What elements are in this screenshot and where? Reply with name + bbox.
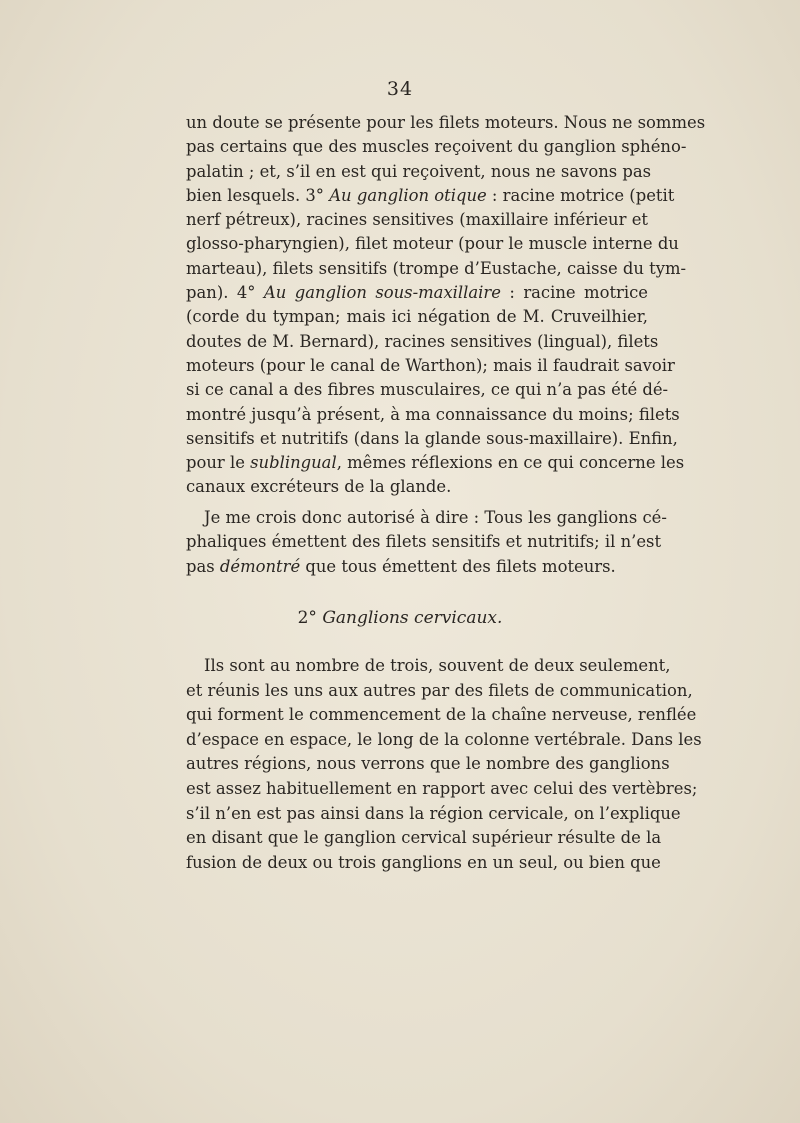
text-line: pas certains que des muscles reçoivent du ganglion sphéno- [186,137,687,157]
section-heading [0,608,800,628]
text-line: d’espace en espace, le long de la colonne vertébrale. Dans les [186,729,702,749]
text-run: bien lesquels. 3° [186,185,330,205]
text-line [186,281,648,305]
text-run: , mêmes réflexions en ce qui concerne les [336,453,685,473]
text-run: : racine motrice (petit [486,185,675,205]
text-line: sensitifs et nutritifs (dans la glande sous-maxillaire). Enfin, [186,428,678,448]
text-line: qui forment le commencement de la chaîne nerveuse, renflée [186,705,697,725]
paragraph-1 [186,111,706,500]
paragraph-3 [186,654,702,875]
paragraph-2 [186,506,667,579]
italic-run: démontré [219,556,301,576]
text-line [186,184,675,208]
text-line: s’il n’en est pas ainsi dans la région cervicale, on l’explique [186,803,681,823]
text-line: autres régions, nous verrons que le nombre des ganglions [186,754,670,774]
text-line: en disant que le ganglion cervical supérieur résulte de la [186,828,662,848]
text-line: doutes de M. Bernard), racines sensitives (lingual), filets [186,331,659,351]
italic-run: Au ganglion otique [329,185,487,205]
text-line: montré jusqu’à présent, à ma connaissance du moins; filets [186,404,680,424]
text-line: (corde du tympan; mais ici négation de M. Cruveilhier, [186,307,648,327]
text-run: pour le [186,453,251,473]
text-line: glosso-pharyngien), filet moteur (pour le muscle interne du [186,234,679,254]
page-number: 34 [386,78,414,100]
text-line: moteurs (pour le canal de Warthon); mais il faudrait savoir [186,355,675,375]
text-run: pas [186,556,220,576]
text-line: et réunis les uns aux autres par des filets de communication, [186,680,693,700]
text-line: canaux excréteurs de la glande. [186,477,452,497]
text-run: : racine motrice [500,283,648,303]
text-line: marteau), filets sensitifs (trompe d’Eustache, caisse du tym- [186,258,687,278]
section-number: 2° [297,608,317,628]
text-line [186,555,648,579]
text-line: si ce canal a des fibres musculaires, ce qui n’a pas été dé- [186,380,669,400]
text-run: pan). 4° [186,283,264,303]
section-title: Ganglions cervicaux. [322,608,503,628]
text-line: est assez habituellement en rapport avec celui des vertèbres; [186,778,698,798]
text-run: que tous émettent des filets moteurs. [300,556,616,576]
text-line: Je me crois donc autorisé à dire : Tous les ganglions cé- [204,508,667,527]
italic-run: Au ganglion sous-maxillaire [263,283,501,303]
text-line [186,451,685,475]
text-line: Ils sont au nombre de trois, souvent de deux seulement, [204,656,671,675]
text-line: fusion de deux ou trois ganglions en un seul, ou bien que [186,852,661,872]
italic-run: sublingual [250,453,337,473]
text-line: un doute se présente pour les filets moteurs. Nous ne sommes [186,113,706,132]
text-line: phaliques émettent des filets sensitifs et nutritifs; il n’est [186,532,662,552]
text-line: nerf pétreux), racines sensitives (maxillaire inférieur et [186,210,648,230]
text-line: palatin ; et, s’il en est qui reçoivent, nous ne savons pas [186,161,652,181]
